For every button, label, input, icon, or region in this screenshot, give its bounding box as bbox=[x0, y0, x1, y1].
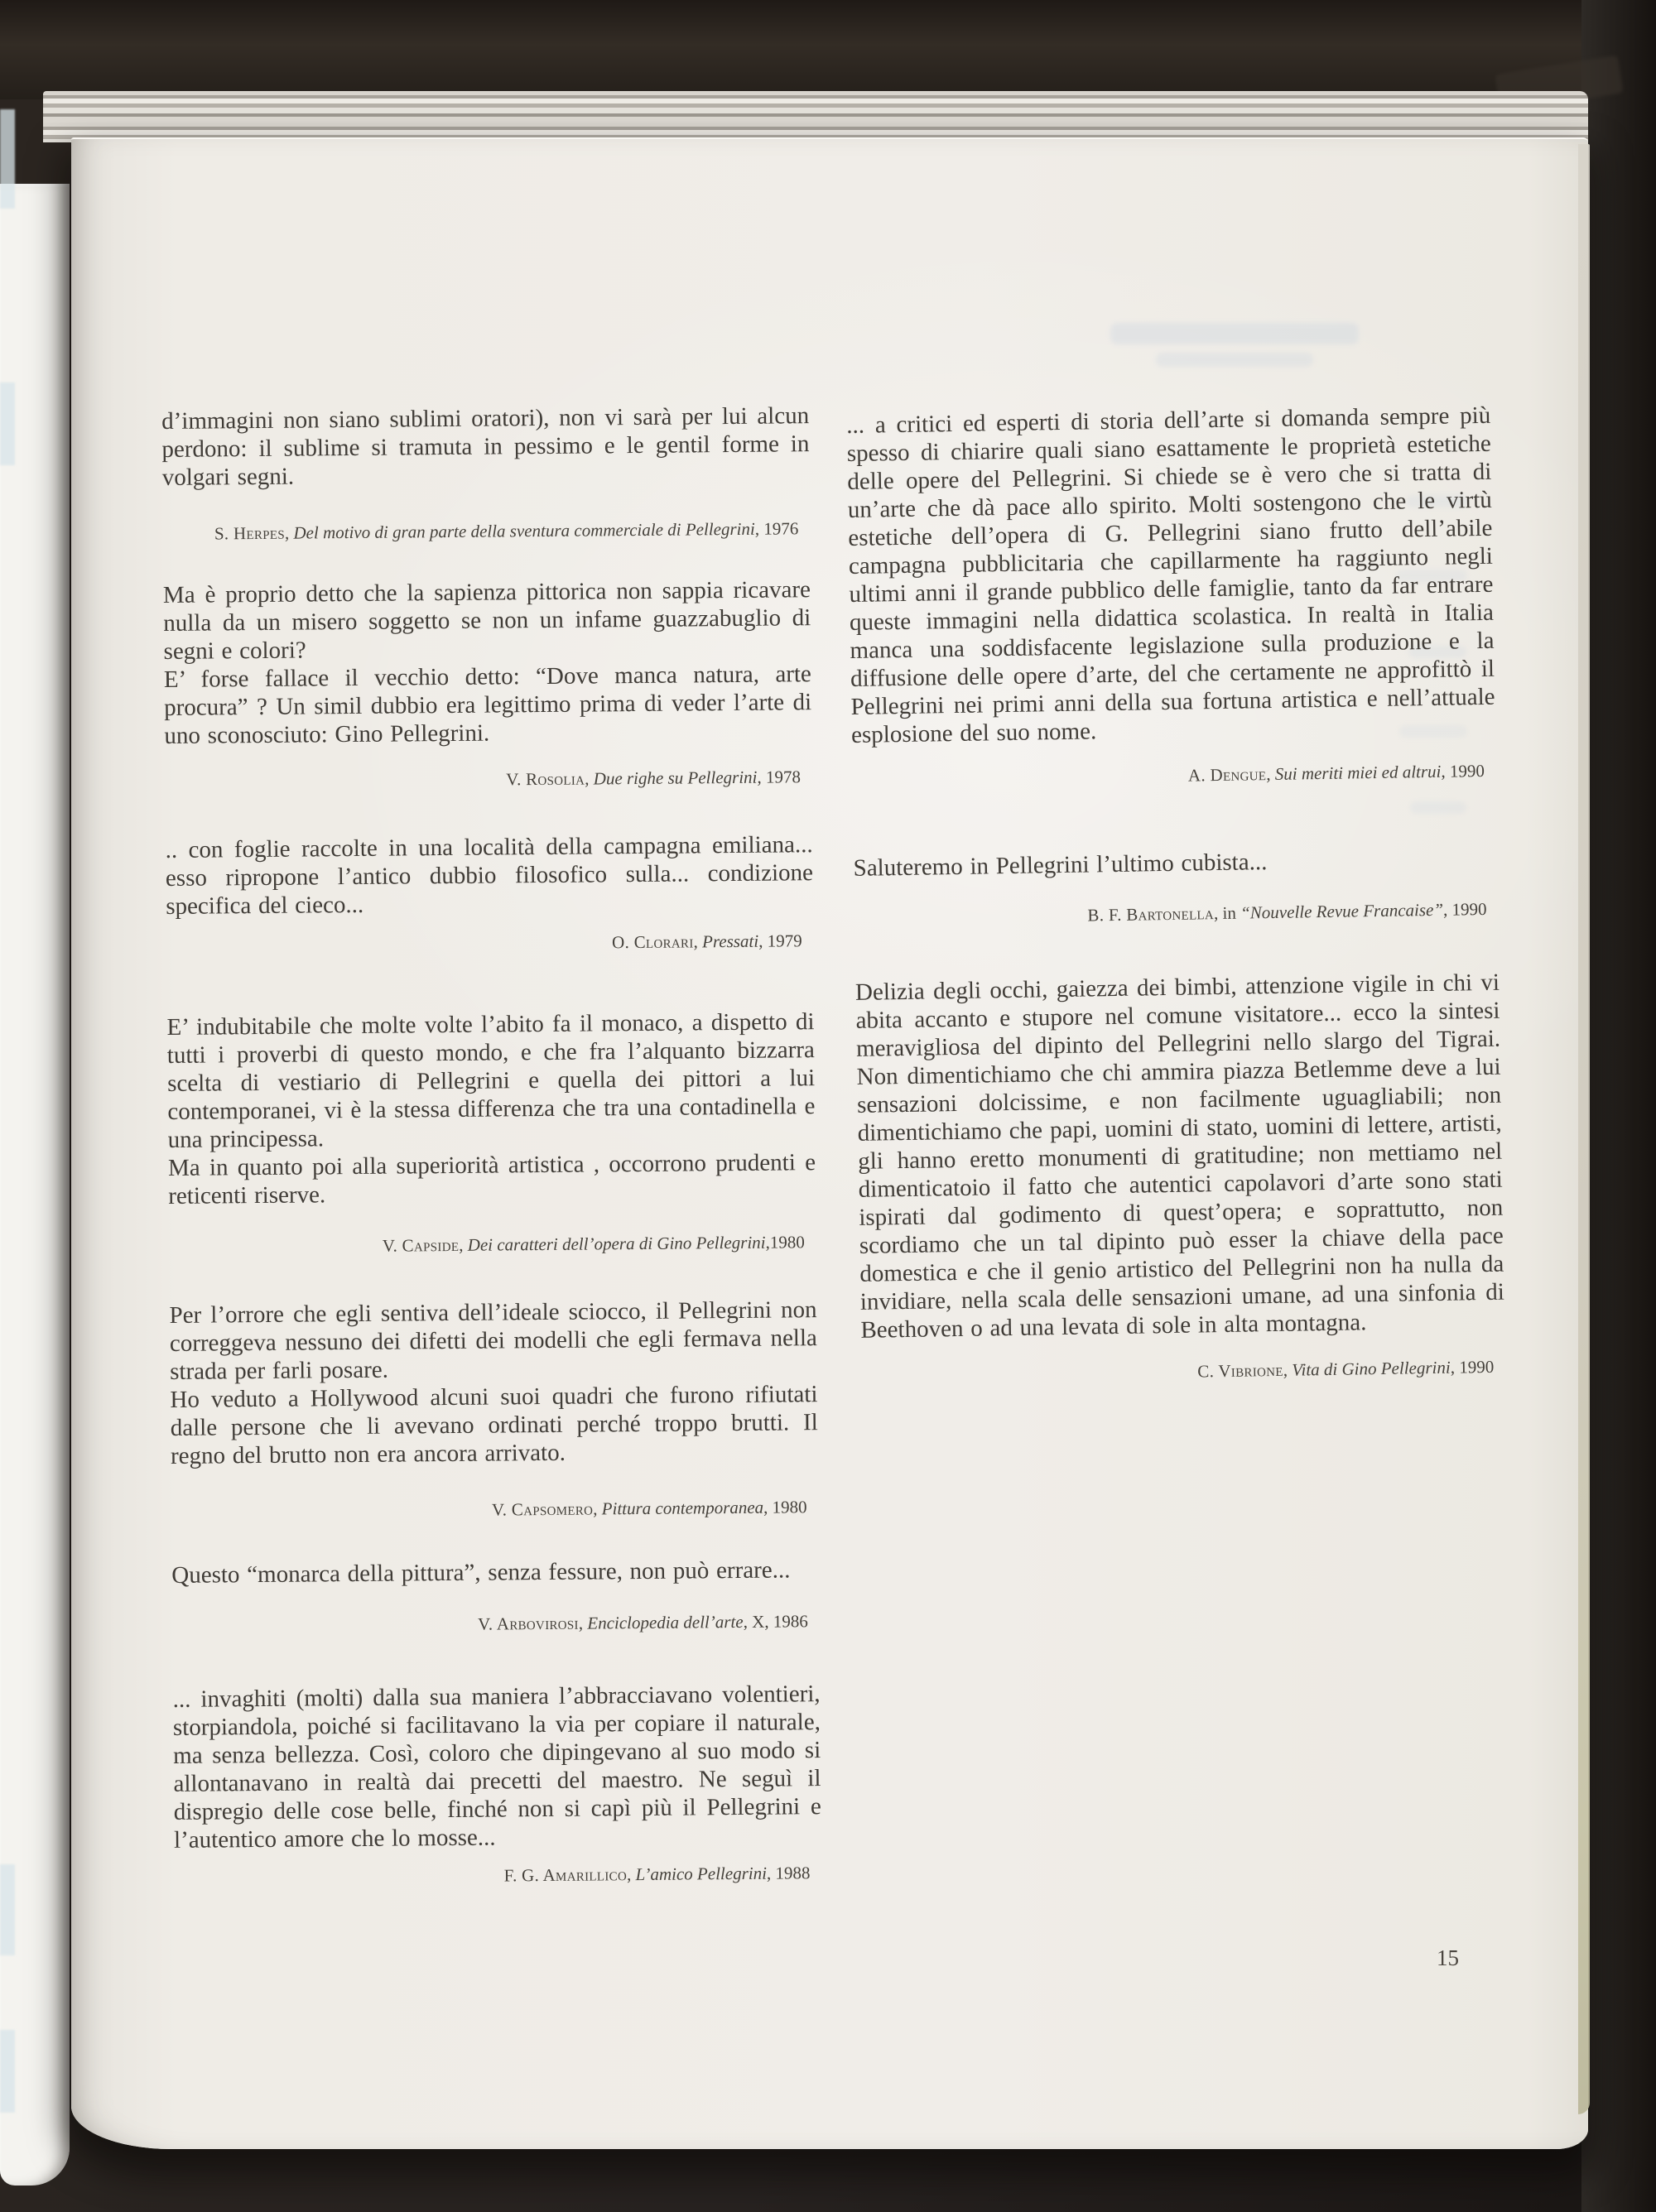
quote-text: Saluteremo in Pellegrini l’ultimo cubista... bbox=[853, 849, 1268, 882]
citation-year: X, 1986 bbox=[752, 1611, 808, 1632]
citation-year: 1980 bbox=[772, 1497, 807, 1517]
citation-author: A. Dengue bbox=[1187, 764, 1267, 786]
citation-title: Del motivo di gran parte della sventura commerciale di Pellegrini bbox=[293, 518, 755, 543]
page-right-edge bbox=[1578, 144, 1590, 2114]
showthrough-ghost bbox=[1110, 323, 1359, 344]
citation-title: Pittura contemporanea bbox=[601, 1497, 764, 1519]
citation-author: V. Rosolia bbox=[506, 768, 585, 790]
citation-year: 1990 bbox=[1459, 1356, 1495, 1378]
citation-author: O. Clorari bbox=[611, 931, 694, 953]
quote-block bbox=[853, 844, 1498, 930]
citation-year: 1980 bbox=[769, 1232, 805, 1253]
page-edge-stack bbox=[43, 91, 1588, 142]
citation-title: Vita di Gino Pellegrini bbox=[1292, 1357, 1451, 1380]
citation-year: 1979 bbox=[767, 930, 802, 951]
book-cover-right bbox=[1581, 0, 1656, 2212]
citation-title: “Nouvelle Revue Francaise” bbox=[1240, 899, 1444, 923]
citation: V. Capside, Dei caratteri dell’opera di Gino Pellegrini,1980 bbox=[382, 1232, 805, 1256]
showthrough-ghost bbox=[0, 2030, 15, 2113]
showthrough-ghost bbox=[0, 382, 15, 465]
quote-block bbox=[166, 1007, 816, 1258]
citation-author: V. Capsomero bbox=[491, 1498, 594, 1520]
quote-text: Delizia degli occhi, gaiezza dei bimbi, attenzione vigile in chi vi abita accanto e stupore nel comune visitatore... ecco la sintesi meravigliosa del dipinto del Pellegrini nello slargo del Tigrai. Non dimentichiamo che chi ammira piazza Betlemme deve a lui sensazioni dolcissime, e non facilmente uguagliabili; non dimentichiamo che papi, uomini di stato, uomini di lettere, artisti, gli hanno eretto monumenti di gratitudine; non mettiamo nel dimenticatoio il fatto che autentici capolavori d’arte sono stati ispirati dal godimento di quest’opera; e soprattutto, non scordiamo che un tal dipinto può esser la chiave della pace domestica e che il genio artistico del Pellegrini non ha nulla da invidiare, nella scala delle sensazioni umane, ad una sinfonia di Beethoven o ad una levata di sole in alta montagna. bbox=[854, 969, 1505, 1344]
quote-text: d’immagini non siano sublimi oratori), non vi sarà per lui alcun perdono: il sublime si tramuta in pessimo e le gentil forme in volgari segni. bbox=[161, 402, 810, 491]
quote-block bbox=[172, 1680, 821, 1889]
citation-title: L’amico Pellegrini bbox=[635, 1863, 768, 1885]
quote-block bbox=[846, 402, 1496, 791]
citation-title: Sui meriti miei ed altrui bbox=[1274, 761, 1442, 784]
citation: V. Capsomero, Pittura contemporanea, 1980 bbox=[491, 1497, 807, 1520]
citation-author: S. Herpes bbox=[214, 522, 286, 544]
citation-author: F. G. Amarillico bbox=[503, 1864, 628, 1886]
citation: C. Vibrione, Vita di Gino Pellegrini, 1990 bbox=[1197, 1356, 1495, 1382]
citation-author: V. Capside bbox=[382, 1234, 460, 1256]
citation: B. F. Bartonella, in “Nouvelle Revue Francaise”, 1990 bbox=[1087, 898, 1487, 926]
quote-text: E’ indubitabile che molte volte l’abito fa il monaco, a dispetto di tutti i proverbi di questo mondo, e che fra l’alquanto bizzarra scelta di vestiario di Pellegrini e quella dei pittori a lui contemporanei, vi è la stessa differenza che tra una contadinella e una principessa. Ma in quanto poi alla superiorità artistica , occorrono prudenti e reticenti riserve. bbox=[166, 1008, 816, 1209]
showthrough-ghost bbox=[0, 109, 15, 209]
page-number: 15 bbox=[1437, 1945, 1459, 1970]
quote-text: Per l’orrore che egli sentiva dell’ideale sciocco, il Pellegrini non correggeva nessuno dei difetti dei modelli che egli fermava nella strada per farli posare. Ho veduto a Hollywood alcuni suoi quadri che furono rifiutati dalle persone che li avevano ordinati perché troppo brutti. Il regno del brutto non era ancora arrivato. bbox=[169, 1296, 818, 1469]
citation-title: Due righe su Pellegrini bbox=[593, 767, 758, 789]
quote-text: Questo “monarca della pittura”, senza fessure, non può errare... bbox=[171, 1556, 791, 1589]
citation-year: 1978 bbox=[765, 767, 802, 787]
citation-year: 1988 bbox=[775, 1863, 811, 1883]
citation-year: 1976 bbox=[763, 518, 799, 539]
citation: O. Clorari, Pressati, 1979 bbox=[611, 930, 802, 953]
quote-block bbox=[855, 969, 1506, 1387]
citation-year: 1990 bbox=[1449, 760, 1485, 781]
quote-block bbox=[169, 1296, 818, 1523]
quote-text: ... a critici ed esperti di storia dell’arte si domanda sempre più spesso di chiarire quali siano esattamente le proprietà estetiche delle opere del Pellegrini. Si chiede se è vero che si tratta di un’arte che dà pace allo spirito. Molti sostengono che le virtù estetiche dell’opera di G. Pellegrini siano frutto dell’abile campagna pubblicitaria che capillarmente ha raggiunto negli ultimi anni il grande pubblico delle famiglie, tanto da far entrare queste immagini nella didattica scolastica. In realtà in Italia manca una soddisfacente legislazione sulla produzione e la diffusione delle opere d’arte, del che certamente ne approfittò il Pellegrini nei primi anni della sua fortuna artistica e nell’attuale esplosione del suo nome. bbox=[846, 402, 1495, 748]
quote-text: ... invaghiti (molti) dalla sua maniera l’abbracciavano volentieri, storpiandola, poiché si facilitavano la via per copiare il naturale, ma senza bellezza. Così, coloro che dipingevano al suo modo si allontanavano in realtà dai precetti del maestro. Ne seguì il dispregio delle cose belle, finché non si capì più il Pellegrini e l’autentico amore che lo mosse... bbox=[172, 1681, 821, 1854]
citation: A. Dengue, Sui meriti miei ed altrui, 1990 bbox=[1187, 760, 1485, 786]
citation-title: Dei caratteri dell’opera di Gino Pellegrini bbox=[467, 1232, 766, 1255]
quote-block bbox=[163, 575, 812, 793]
citation-author: C. Vibrione bbox=[1197, 1359, 1283, 1382]
quote-block bbox=[171, 1556, 820, 1637]
citation: F. G. Amarillico, L’amico Pellegrini, 1988 bbox=[503, 1863, 811, 1886]
citation: S. Herpes, Del motivo di gran parte della sventura commerciale di Pellegrini, 1976 bbox=[214, 518, 799, 544]
quote-block bbox=[161, 402, 810, 545]
citation: V. Rosolia, Due righe su Pellegrini, 1978 bbox=[506, 767, 802, 790]
citation-title: Pressati bbox=[701, 930, 759, 952]
facing-page-edge bbox=[0, 184, 70, 2186]
citation-title: Enciclopedia dell’arte bbox=[587, 1611, 744, 1633]
left-column bbox=[161, 402, 822, 1889]
quote-block bbox=[166, 830, 814, 957]
citation-year: 1990 bbox=[1451, 898, 1487, 920]
quote-text: .. con foglie raccolte in una località della campagna emiliana... esso ripropone l’antico dubbio filosofico sulla... condizione specifica del cieco... bbox=[165, 831, 814, 920]
book-page bbox=[71, 137, 1588, 2149]
citation: V. Arbovirosi, Enciclopedia dell’arte, X, 1986 bbox=[477, 1611, 808, 1634]
citation-author: B. F. Bartonella bbox=[1087, 903, 1215, 926]
citation-author: V. Arbovirosi bbox=[477, 1613, 579, 1634]
quote-text: Ma è proprio detto che la sapienza pittorica non sappia ricavare nulla da un misero soggetto se non un infame guazzabuglio di segni e colori? E’ forse fallace il vecchio detto: “Dove manca natura, arte procura” ? Un simil dubbio era legittimo prima di veder l’arte di uno sconosciuto: Gino Pellegrini. bbox=[162, 576, 812, 749]
showthrough-ghost bbox=[1156, 353, 1313, 367]
right-column bbox=[846, 402, 1505, 1387]
book-cover-top bbox=[0, 0, 1656, 99]
showthrough-ghost bbox=[0, 1864, 15, 1955]
